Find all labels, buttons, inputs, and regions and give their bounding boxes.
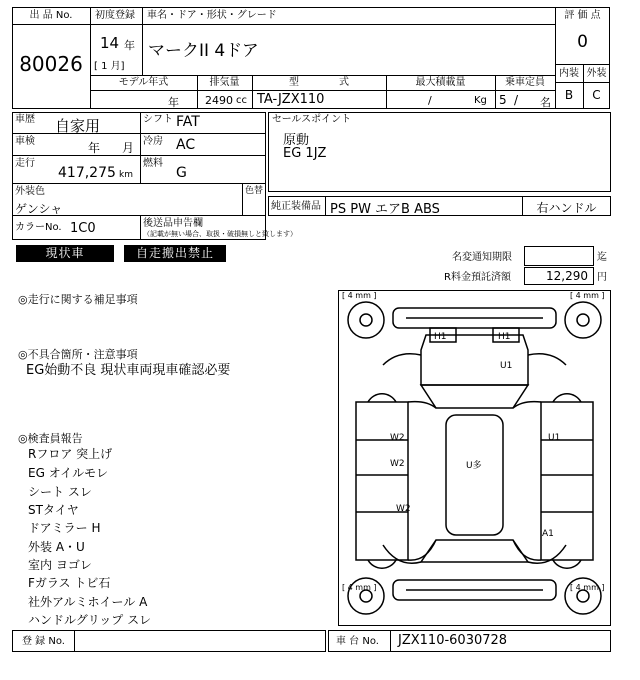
car-diagram (338, 290, 611, 626)
inspector-title: ◎検査員報告 (18, 432, 83, 445)
inspector-item: Fガラス トビ石 (28, 576, 111, 590)
inspector-item: EG オイルモレ (28, 466, 109, 480)
color-no-value: 1C0 (70, 221, 96, 236)
lot-number: 80026 (19, 52, 83, 76)
load-unit: Kg (474, 95, 487, 106)
max-load-label: 最大積載量 (415, 77, 466, 88)
max-load-sep: / (428, 94, 432, 107)
ac-value: AC (176, 137, 196, 153)
shift-value: FAT (176, 114, 200, 130)
defect-notes-title: ◎不具合箇所・注意事項 (18, 348, 138, 361)
capacity-unit: 名 (540, 96, 551, 109)
sales-point-2: EG 1JZ (283, 146, 327, 161)
recycle-unit: 円 (597, 272, 607, 283)
car-name-label: 車名・ドア・形状・グレード (147, 10, 277, 21)
inspector-item: 社外アルミホイール A (28, 595, 148, 609)
inspector-item: シート スレ (28, 485, 92, 499)
sales-point-1: 原動 (283, 133, 310, 148)
capacity-sep: / (514, 93, 519, 107)
fuel-value: G (176, 165, 187, 181)
model-year-label: モデル年式 (118, 77, 169, 88)
tire-label-fr: [ 4 mm ] (570, 291, 605, 300)
color-no-label: カラーNo. (15, 222, 62, 233)
displacement-unit: cc (236, 95, 247, 106)
sales-point-label: セールスポイント (272, 114, 352, 125)
inspector-item: ドアミラー H (28, 521, 101, 535)
mileage-label: 走行 (15, 158, 35, 169)
history-value: 自家用 (55, 117, 101, 135)
interior-label: 内装 (559, 68, 579, 79)
mark-w2-left-bottom: W2 (396, 504, 411, 514)
score-label: 評 価 点 (564, 10, 601, 21)
inspection-label: 車検 (15, 136, 35, 147)
inspector-item: ハンドルグリップ スレ (28, 613, 152, 627)
tire-label-fl: [ 4 mm ] (342, 291, 377, 300)
repaint-label: 色替 (245, 186, 264, 196)
docs-note: （記載が無い場合、取扱・破損無しと致します） (143, 230, 297, 238)
mark-w2-left-front: W2 (390, 433, 405, 443)
handle-value: 右ハンドル (536, 201, 597, 215)
shift-label: シフト (143, 114, 173, 125)
equipment-label: 純正装備品 (271, 201, 321, 212)
history-label: 車歴 (15, 114, 35, 125)
type-label: 型 式 (289, 77, 349, 88)
score-value: 0 (577, 32, 588, 52)
ac-label: 冷房 (143, 136, 163, 147)
recycle-amount: 12,290 (546, 269, 588, 283)
fuel-label: 燃料 (143, 158, 163, 169)
reg-year-unit: 年 (124, 39, 135, 52)
inspector-item: 外装 A・U (28, 540, 85, 554)
car-name: マークII 4ドア (148, 41, 259, 61)
interior-grade: B (564, 88, 574, 102)
capacity: 5 (499, 93, 507, 107)
no-self-drive-banner: 自走搬出禁止 (124, 245, 226, 262)
defect-notes-text: EG始動不良 現状車両現車確認必要 (26, 363, 231, 378)
mark-u-many-roof: U多 (466, 461, 482, 471)
displacement: 2490 (205, 94, 233, 107)
color-label: 外装色 (15, 186, 45, 197)
details-left (12, 112, 266, 240)
reg-no-label: 登 録 No. (22, 636, 65, 647)
mileage-value: 417,275 (58, 165, 116, 181)
exterior-label: 外装 (586, 68, 607, 79)
exterior-grade: C (592, 88, 601, 102)
name-change-unit: 迄 (597, 252, 607, 263)
model-type: TA-JZX110 (257, 92, 325, 107)
mark-u1-hood: U1 (500, 361, 513, 371)
displacement-label: 排気量 (209, 77, 240, 88)
tire-label-rr: [ 4 mm ] (570, 583, 605, 592)
recycle-label: R料金預託済額 (444, 272, 511, 283)
first-reg-label: 初度登録 (95, 10, 135, 21)
capacity-label: 乗車定員 (505, 77, 545, 88)
inspector-item: Rフロア 突上げ (28, 447, 113, 461)
mileage-unit: km (119, 170, 133, 180)
model-year-unit: 年 (168, 96, 179, 109)
mark-a1-right-rear: A1 (542, 529, 554, 539)
name-change-box (524, 246, 594, 266)
mark-u1-right: U1 (548, 433, 561, 443)
mark-w2-left-rear: W2 (390, 459, 405, 469)
color-value: ゲンシャ (15, 202, 63, 216)
name-change-label: 名変通知期限 (452, 252, 512, 263)
chassis-value: JZX110-6030728 (398, 633, 508, 648)
current-car-banner: 現状車 (16, 245, 114, 262)
inspection-year-unit: 年 (88, 141, 101, 155)
docs-label: 後送品申告欄 (143, 218, 203, 229)
lot-label: 出 品 No. (29, 10, 73, 21)
reg-month: [ 1 月] (94, 61, 125, 72)
inspector-item: STタイヤ (28, 503, 79, 517)
mark-h1-left: H1 (434, 332, 447, 342)
mark-h1-right: H1 (498, 332, 511, 342)
tire-label-rl: [ 4 mm ] (342, 583, 377, 592)
equipment-value: PS PW エアB ABS (330, 202, 440, 217)
inspector-item: 室内 ヨゴレ (28, 558, 92, 572)
inspection-month-unit: 月 (122, 141, 135, 155)
driving-notes-title: ◎走行に関する補足事項 (18, 293, 138, 306)
chassis-label: 車 台 No. (336, 636, 379, 647)
reg-year: 14 (100, 34, 120, 52)
